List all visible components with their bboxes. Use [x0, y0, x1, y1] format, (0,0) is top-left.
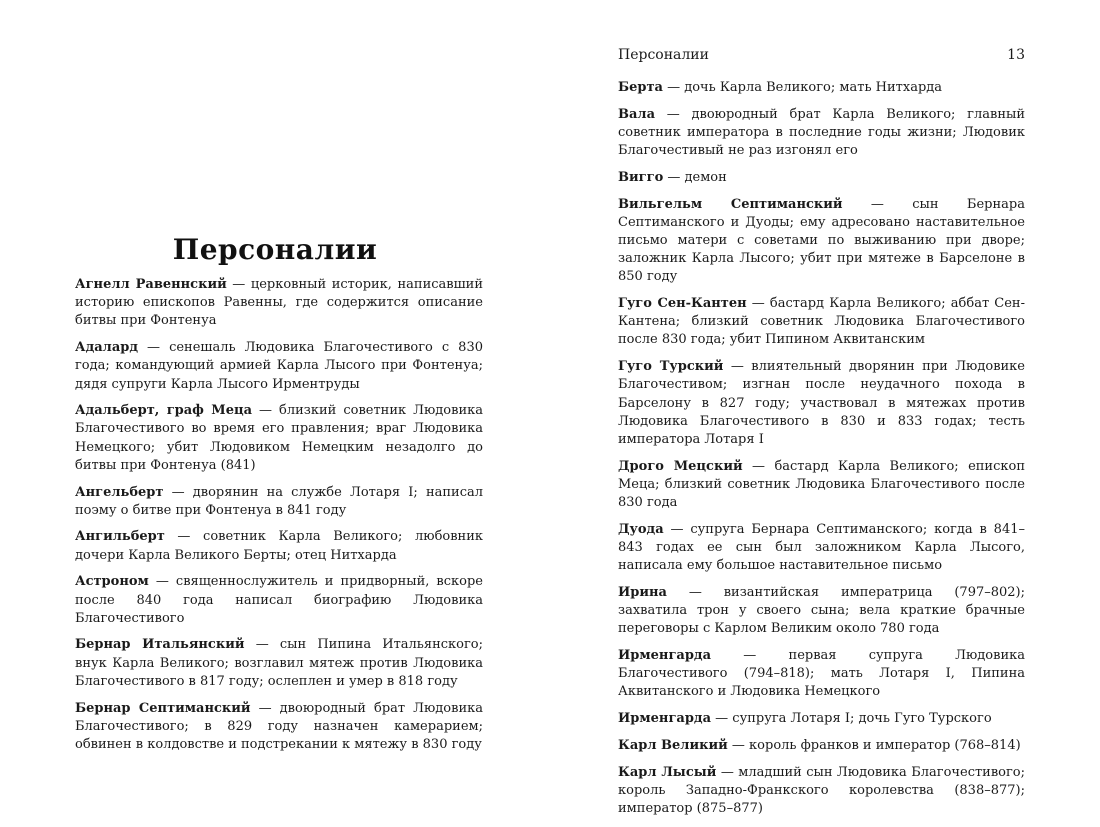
entry-description: — супруга Бернара Септиманского; когда в 841–843 годах ее сын был заложником Карла Лысого, написала ему большое наставительное письмо: [618, 521, 1025, 574]
left-entry-list: [75, 276, 483, 763]
entry-name: Дуода: [618, 521, 664, 537]
entry-description: — бастард Карла Великого; аббат Сен-Кантена; близкий советник Людовика Благочестивого после 830 года; убит Пипином Аквитанским: [618, 296, 1025, 348]
entry-description: — близкий советник Людовика Благочестивого во время его правления; враг Людовика Немецкого; убит Людовиком Немецким незадолго до битвы при Фонтенуа (841): [75, 403, 483, 473]
entry-description: — влиятельный дворянин при Людовике Благочестивом; изгнан после неудачного похода в Барселону в 827 году; участвовал в мятежах против Людовика Благочестивого в 830 и 833 годах; тесть императора Лотаря I: [618, 359, 1026, 447]
glossary-entry: [618, 79, 1025, 97]
running-head: Персоналии: [618, 47, 709, 63]
entry-name: Дрого Мецский: [618, 458, 743, 474]
entry-name: Гуго Турский: [618, 359, 724, 375]
entry-name: Гуго Сен-Кантен: [618, 296, 747, 312]
entry-description: — дочь Карла Великого; мать Нитхарда: [662, 80, 943, 95]
entry-name: Карл Великий: [618, 737, 728, 753]
glossary-entry: [618, 358, 1025, 449]
glossary-entry: [75, 573, 483, 628]
entry-name: Адалард: [75, 340, 139, 356]
glossary-entry: [618, 295, 1025, 350]
entry-description: — супруга Лотаря I; дочь Гуго Турского: [711, 711, 992, 727]
entry-description: — бастард Карла Великого; епископ Меца; близкий советник Людовика Благочестивого после 830 года: [618, 458, 1025, 511]
entry-name: Астроном: [75, 574, 149, 590]
glossary-entry: [75, 276, 483, 331]
entry-description: — советник Карла Великого; любовник дочери Карла Великого Берты; отец Нитхарда: [75, 529, 483, 563]
entry-name: Бернар Итальянский: [75, 637, 245, 653]
glossary-entry: [75, 339, 483, 394]
entry-description: — византийская императрица (797–802); захватила трон у своего сына; вела краткие брачные переговоры с Карлом Великим около 780 года: [618, 584, 1025, 637]
entry-name: Вильгельм Септиманский: [618, 196, 843, 212]
entry-name: Вала: [618, 106, 656, 122]
entry-description: — первая супруга Людовика Благочестивого (794–818); мать Лотаря I, Пипина Аквитанского и Людовика Немецкого: [618, 647, 1025, 700]
entry-name: Адальберт, граф Меца: [75, 403, 252, 419]
entry-description: — дворянин на службе Лотаря I; написал поэму о битве при Фонтенуа в 841 году: [75, 484, 483, 518]
glossary-entry: [618, 710, 1025, 728]
glossary-entry: [618, 106, 1025, 161]
entry-description: — сын Пипина Итальянского; внук Карла Великого; возглавил мятеж против Людовика Благочестивого в 817 году; ослеплен и умер в 818 году: [75, 637, 483, 689]
entry-name: Ангильберт: [75, 529, 165, 545]
entry-description: — демон: [663, 169, 727, 185]
glossary-entry: [618, 584, 1025, 639]
entry-name: Ирина: [618, 584, 667, 600]
entry-name: Вигго: [618, 169, 664, 185]
glossary-entry: [618, 169, 1025, 187]
glossary-entry: [618, 196, 1025, 287]
entry-description: — священнослужитель и придворный, вскоре после 840 года написал биографию Людовика Благочестивого: [75, 574, 483, 626]
entry-name: Ирменгарда: [618, 711, 712, 727]
entry-name: Бернар Септиманский: [75, 700, 251, 716]
glossary-entry: [618, 458, 1025, 513]
entry-name: Агнелл Равеннский: [75, 277, 227, 292]
glossary-entry: [618, 764, 1025, 819]
entry-description: — сын Бернара Септиманского и Дуоды; ему адресовано наставительное письмо матери с советами по выживанию при дворе; заложник Карла Лысого; убит при мятеже в Барселоне в 850 году: [618, 196, 1025, 285]
page-title: Персоналии: [172, 232, 378, 266]
entry-name: Карл Лысый: [618, 764, 717, 780]
entry-description: — двоюродный брат Людовика Благочестивого; в 829 году назначен камерарием; обвинен в колдовстве и подстрекании к мятежу в 830 году: [75, 700, 483, 752]
entry-description: — двоюродный брат Карла Великого; главный советник императора в последние годы жизни; Людовик Благочестивый не раз изгонял его: [618, 106, 1025, 159]
glossary-entry: [75, 636, 483, 691]
entry-name: Берта: [618, 80, 663, 95]
glossary-entry: [75, 700, 483, 755]
entry-name: Ирменгарда: [618, 647, 712, 663]
glossary-entry: [618, 521, 1025, 576]
glossary-entry: [75, 484, 483, 520]
glossary-entry: [75, 528, 483, 564]
glossary-entry: [75, 402, 483, 475]
entry-description: — младший сын Людовика Благочестивого; король Западно-Франкского королевства (838–877); император (875–877): [618, 764, 1025, 816]
entry-name: Ангельберт: [75, 484, 164, 500]
glossary-entry: [618, 737, 1025, 755]
glossary-entry: [618, 647, 1025, 702]
entry-description: — церковный историк, написавший историю епископов Равенны, где содержится описание битвы при Фонтенуа: [75, 277, 483, 329]
page-number: 13: [1007, 47, 1025, 63]
entry-description: — сенешаль Людовика Благочестивого с 830 года; командующий армией Карла Лысого при Фонтенуа; дядя супруги Карла Лысого Ирментруды: [75, 340, 483, 392]
right-entry-list: [618, 79, 1025, 827]
entry-description: — король франков и император (768–814): [727, 737, 1021, 753]
